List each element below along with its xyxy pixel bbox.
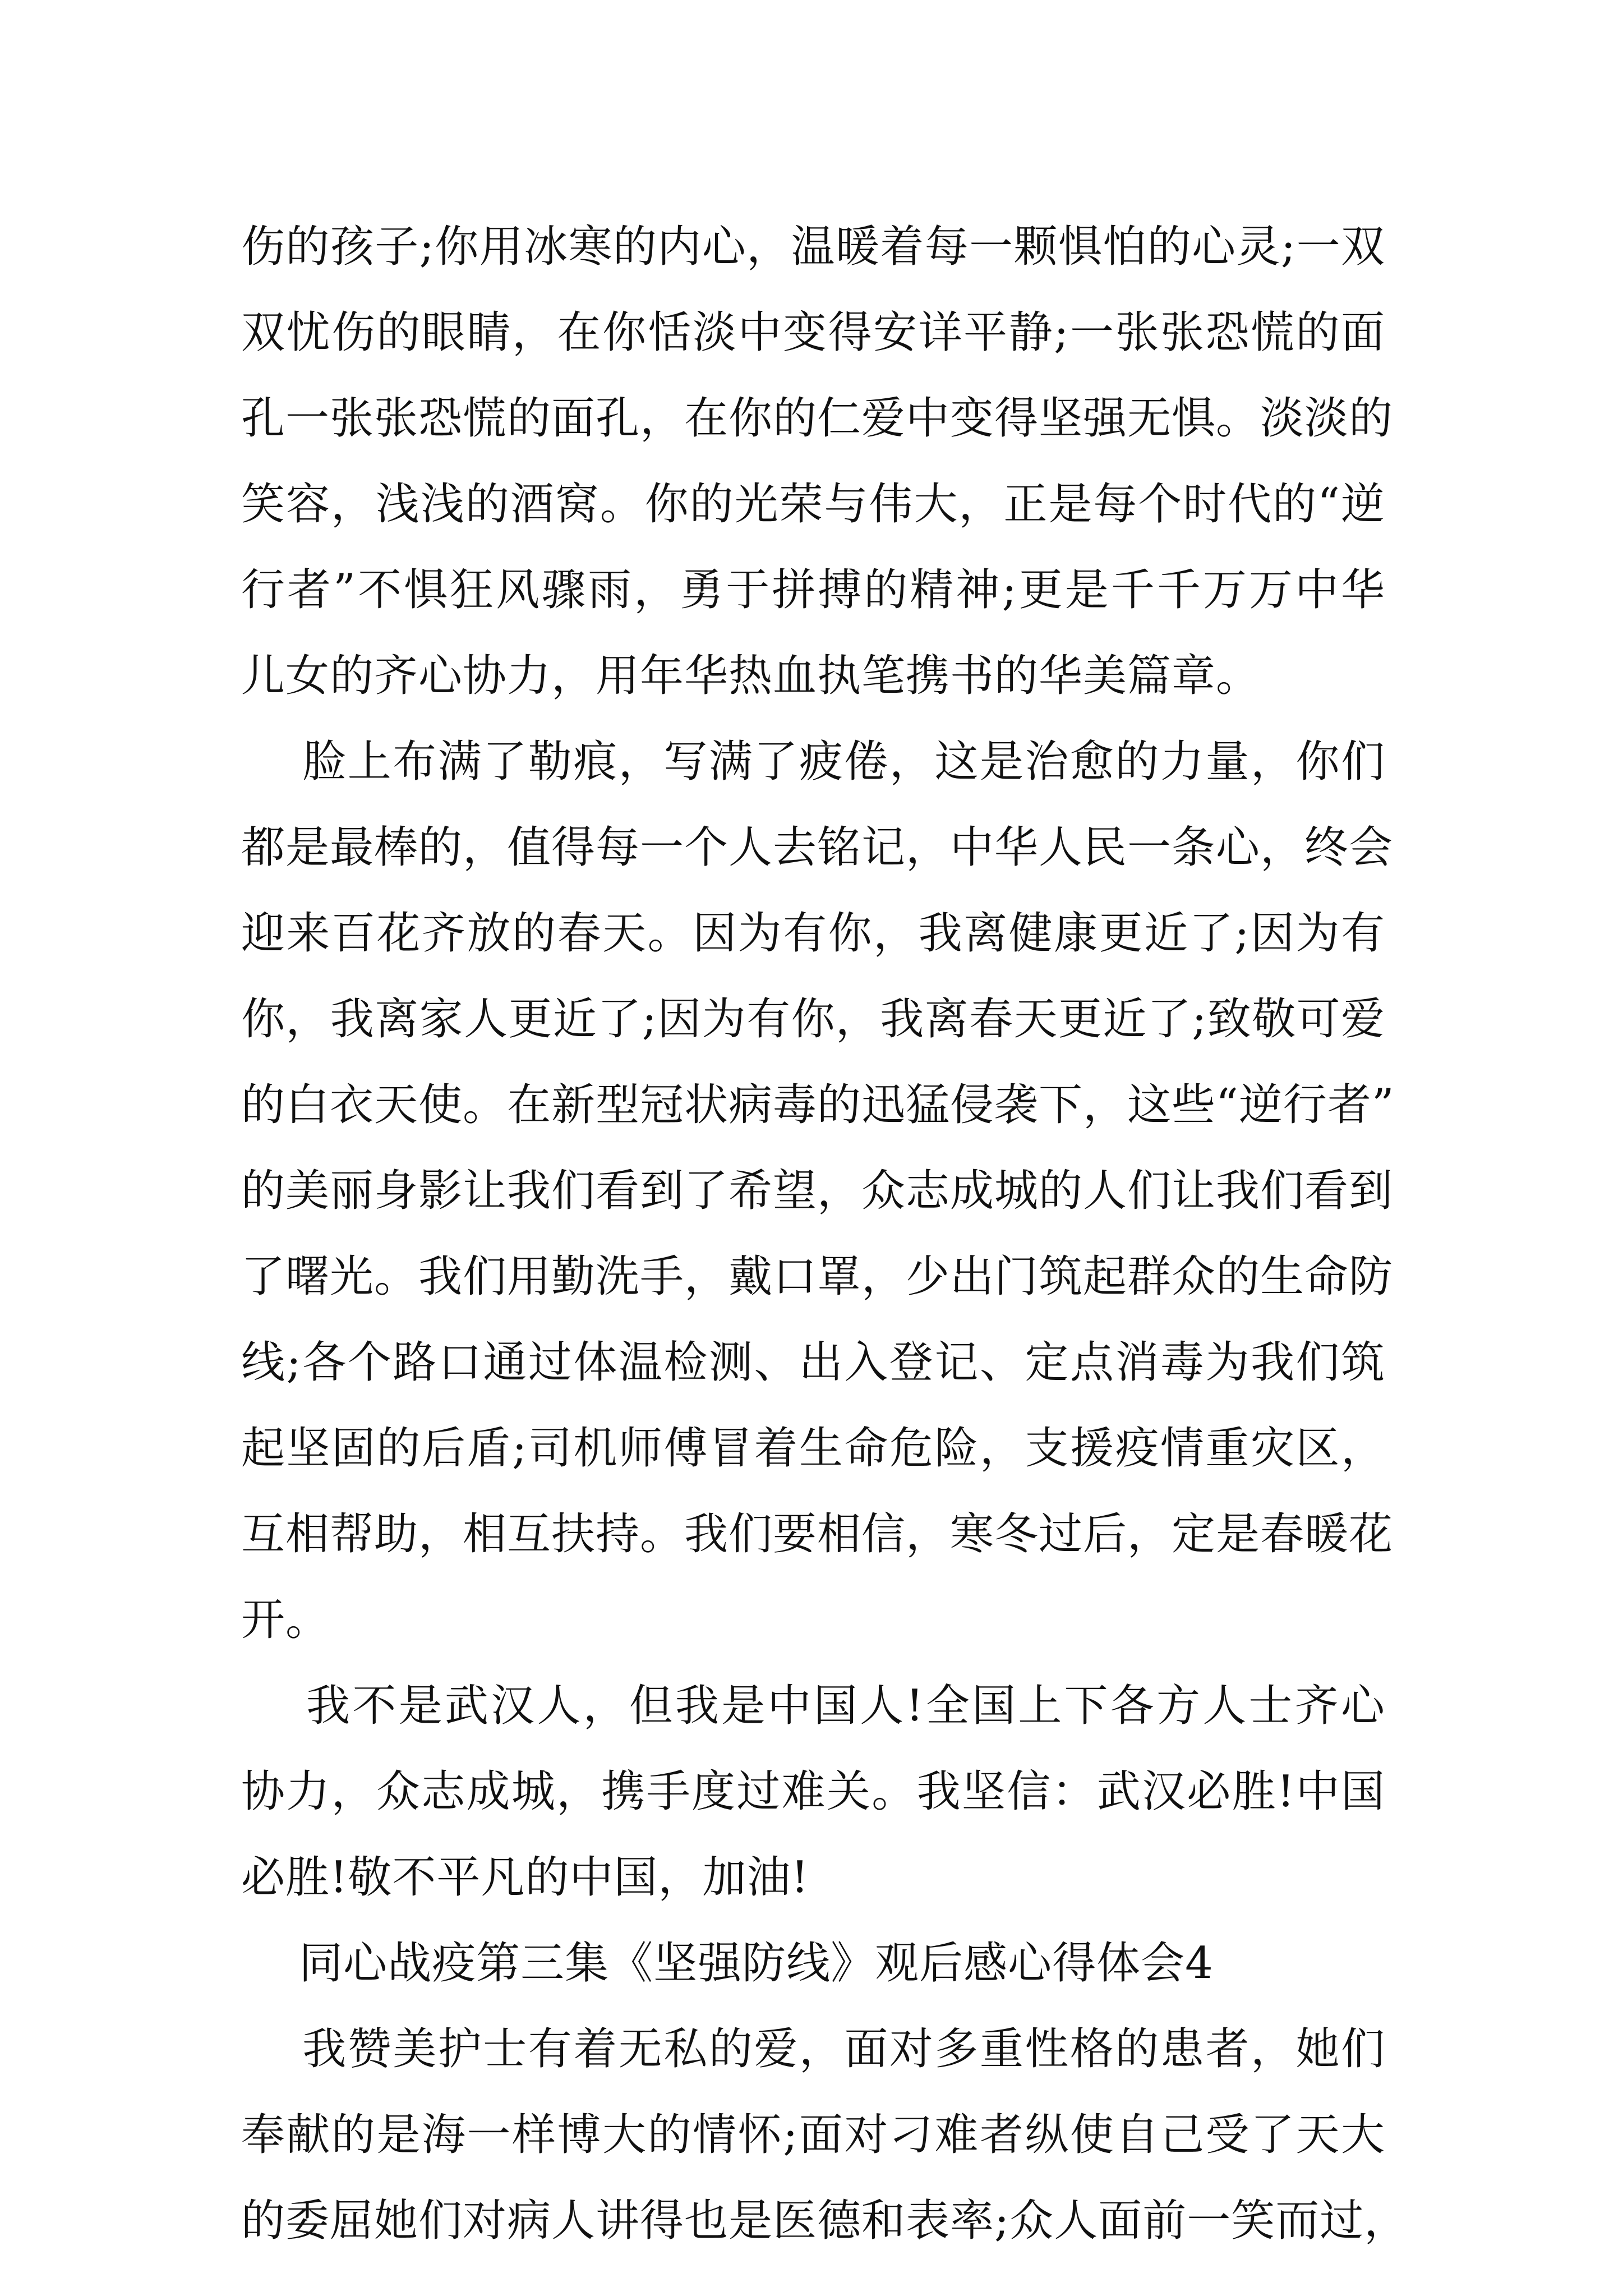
text-line: 我不是武汉人，但我是中国人!全国上下各方人士齐心 (241, 1681, 1385, 1731)
text-line: 协力，众志成城，携手度过难关。我坚信：武汉必胜!中国 (241, 1766, 1385, 1817)
text-line: 起坚固的后盾;司机师傅冒着生命危险，支援疫情重灾区， (241, 1423, 1385, 1474)
text-line: 的白衣天使。在新型冠状病毒的迅猛侵袭下，这些“逆行者” (241, 1080, 1395, 1130)
text-line: 线;各个路口通过体温检测、出入登记、定点消毒为我们筑 (241, 1337, 1385, 1388)
text-line: 的委屈她们对病人讲得也是医德和表率;众人面前一笑而过， (241, 2196, 1409, 2246)
text-line: 迎来百花齐放的春天。因为有你，我离健康更近了;因为有 (241, 908, 1385, 959)
text-line: 行者”不惧狂风骤雨，勇于拼搏的精神;更是千千万万中华 (241, 565, 1385, 615)
text-line: 了曙光。我们用勤洗手，戴口罩，少出门筑起群众的生命防 (241, 1251, 1394, 1302)
document-body (241, 204, 1409, 2264)
text-line: 脸上布满了勒痕，写满了疲倦，这是治愈的力量，你们 (241, 737, 1385, 787)
text-line: 孔一张张恐慌的面孔，在你的仁爱中变得坚强无惧。淡淡的 (241, 393, 1394, 444)
text-line: 同心战疫第三集《坚强防线》观后感心得体会4 (241, 1938, 1214, 1989)
text-line: 我赞美护士有着无私的爱，面对多重性格的患者，她们 (241, 2024, 1385, 2074)
text-line: 互相帮助，相互扶持。我们要相信，寒冬过后，定是春暖花 (241, 1509, 1394, 1559)
text-line: 必胜!敬不平凡的中国，加油! (241, 1852, 809, 1903)
text-line: 都是最棒的，值得每一个人去铭记，中华人民一条心，终会 (241, 822, 1394, 873)
text-line: 的美丽身影让我们看到了希望，众志成城的人们让我们看到 (241, 1166, 1394, 1216)
text-line: 双忧伤的眼睛，在你恬淡中变得安详平静;一张张恐慌的面 (241, 307, 1385, 358)
text-line: 儿女的齐心协力，用年华热血执笔携书的华美篇章。 (241, 651, 1261, 701)
text-line: 笑容，浅浅的酒窝。你的光荣与伟大，正是每个时代的“逆 (241, 479, 1385, 530)
text-line: 你，我离家人更近了;因为有你，我离春天更近了;致敬可爱 (241, 994, 1385, 1045)
text-line: 奉献的是海一样博大的情怀;面对刁难者纵使自己受了天大 (241, 2110, 1385, 2160)
text-line: 伤的孩子;你用冰寒的内心，温暖着每一颗惧怕的心灵;一双 (241, 222, 1385, 272)
text-line: 开。 (241, 1595, 330, 1645)
